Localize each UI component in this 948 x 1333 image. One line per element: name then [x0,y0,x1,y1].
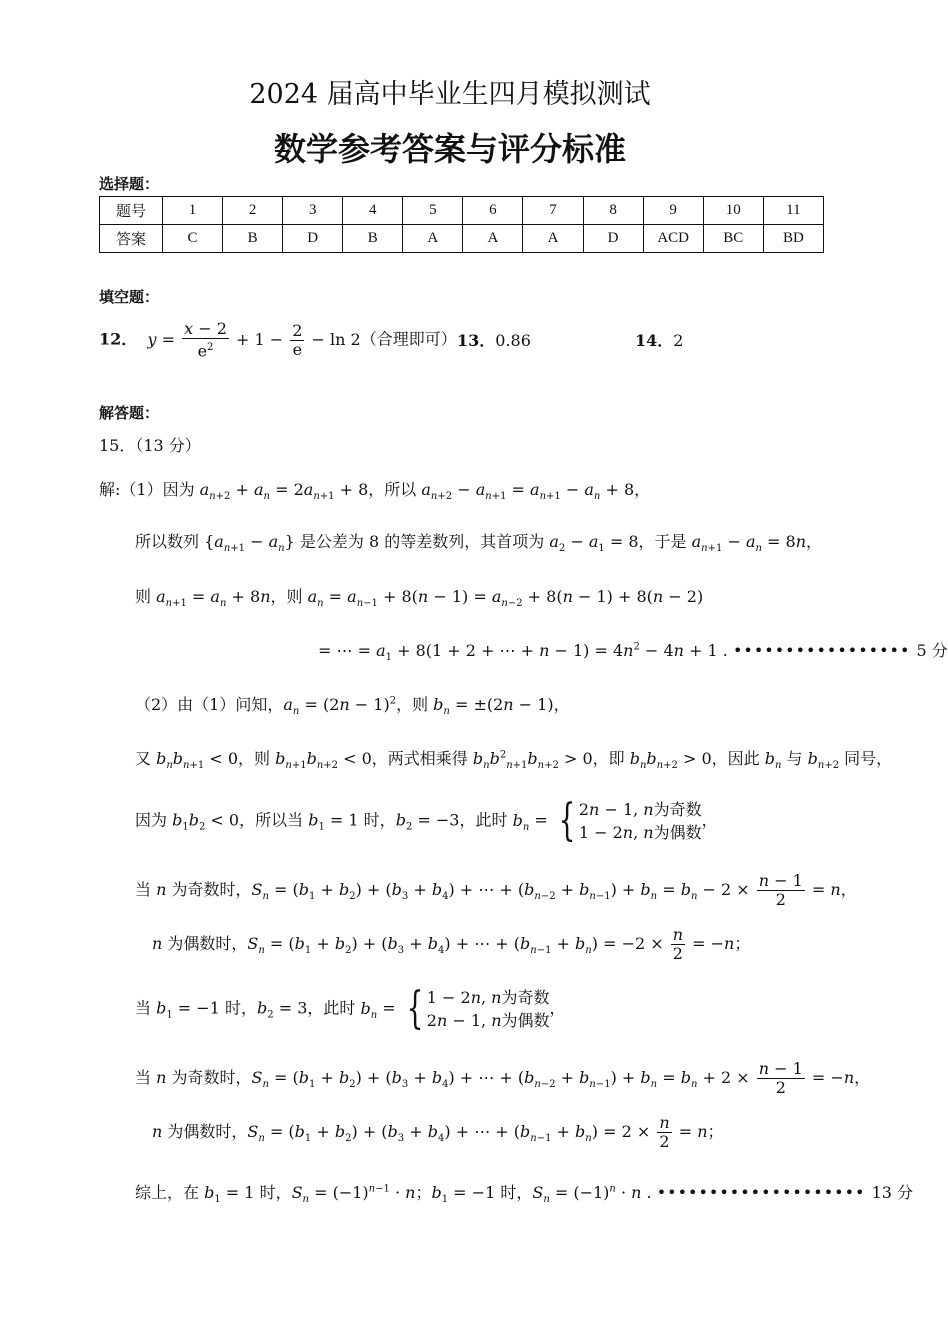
question-number-cell: 5 [403,197,463,225]
solution-line-12: n 为偶数时，$S_n = (b_1 + b_2) + (b_3 + b_4)$ + ⋯ + $(b_{n-1} + b_n) = 2$ × $\frac{n}{2}$ = n； [152,1113,724,1151]
question-number-cell: 1 [163,197,223,225]
question-number-cell: 6 [463,197,523,225]
q12-number: 12． [99,329,138,349]
question-number-cell: 7 [523,197,583,225]
solution-line-5: （2）由（1）问知，$a_n = (2n - 1)^2$，则 $b_n = \pm(2n - 1)$， [135,695,570,718]
answer-cell: A [523,225,583,253]
score-13: 13 分 [871,1183,914,1202]
q13-answer [457,328,531,351]
answer-key-title: 数学参考答案与评分标准 [273,130,626,168]
question-number-cell: 8 [583,197,643,225]
question-number-cell: 3 [283,197,343,225]
solution-line-8: 当 n 为奇数时，$S_n = (b_1 + b_2) + (b_3 + b_4)$ + ⋯ + $(b_{n-2} + b_{n-1}) + b_n = b_n - 2$ × $\frac{n - 1}{2}$ = n， [135,871,857,909]
question-number-row [100,197,824,225]
q13-value: 0.86 [495,331,531,350]
solution-line-10: 当 $b_1 = -1$ 时，$b_2 = 3$，此时 $b_n$ = { 1 − 2n, n为奇数 2n − 1, n为偶数， [135,983,566,1034]
solution-line-6: 又 $b_nb_{n+1} < 0$，则 $b_{n+1}b_{n+2} < 0$，两式相乘得 $b_nb^2_{n+1}b_{n+2} > 0$，即 $b_nb_{n+2} > 0$，因此 $b_n$ 与 $b_{n+2}$ 同号， [135,749,893,772]
answer-cell: BC [703,225,763,253]
q14-number: 14． [635,331,674,350]
answer-cell: D [283,225,343,253]
answer-cell: A [463,225,523,253]
solution-line-13: 综上，在 $b_1 = 1$ 时，$S_n = (-1)^{n-1} \cdot n$；$b_1 = -1$ 时，$S_n = (-1)^n \cdot n$ . •••••••••••••••••••• 13 分 [135,1183,914,1206]
answer-cell: B [343,225,403,253]
question-number-cell: 4 [343,197,403,225]
q14-answer [635,328,683,351]
q13-number: 13． [457,331,496,350]
exam-title: 2024 届高中毕业生四月模拟测试 [249,79,651,110]
row-label: 题号 [100,197,163,225]
answer-cell: D [583,225,643,253]
answer-cell: C [163,225,223,253]
question-number-cell: 11 [763,197,823,225]
q12-answer [99,320,457,360]
solution-line-1: 解:（1）因为 $a_{n+2} + a_n = 2a_{n+1} + 8$，所以 $a_{n+2} - a_{n+1} = a_{n+1} - a_n + 8$， [99,480,651,503]
q12-note: （合理即可） [360,329,457,349]
answer-cell: ACD [643,225,703,253]
solution-line-7: 因为 $b_1b_2 < 0$，所以当 $b_1 = 1$ 时，$b_2 = -3$，此时 $b_n$ = { 2n − 1, n为奇数 1 − 2n, n为偶数， [135,795,718,846]
solution-line-9: n 为偶数时，$S_n = (b_1 + b_2) + (b_3 + b_4)$ + ⋯ + $(b_{n-1} + b_n) = -2$ × $\frac{n}{2}$ = −n； [152,925,751,963]
q12-formula: y = $\frac{x - 2}{e^2}$ + 1 − $\frac{2}{e}$ − ln 2 [147,319,361,361]
question-number-cell: 10 [703,197,763,225]
answer-row [100,225,824,253]
question-number-cell: 2 [223,197,283,225]
answer-cell: BD [763,225,823,253]
solve-heading: 解答题： [99,404,160,422]
q15-header: 15．（13 分） [99,436,201,455]
solution-line-3: 则 $a_{n+1} = a_n + 8n$，则 $a_n = a_{n-1} + 8(n - 1) = a_{n-2} + 8(n - 1) + 8(n - 2)$ [135,587,704,610]
answer-cell: B [223,225,283,253]
answer-cell: A [403,225,463,253]
row-label: 答案 [100,225,163,253]
question-number-cell: 9 [643,197,703,225]
fill-heading: 填空题： [99,288,160,306]
solution-line-11: 当 n 为奇数时，$S_n = (b_1 + b_2) + (b_3 + b_4)$ + ⋯ + $(b_{n-2} + b_{n-1}) + b_n = b_n + 2$ × $\frac{n - 1}{2}$ = −n， [135,1059,871,1097]
choice-answer-table [99,196,824,253]
choice-heading: 选择题： [99,175,160,193]
score-5: 5 分 [916,641,948,660]
solution-line-4: = ⋯ = $a_1 + 8(1 + 2$ + ⋯ + $n - 1) = 4n^2 - 4n + 1$ . ••••••••••••••••• 5 分 [318,641,948,664]
solution-line-2: 所以数列 $\{a_{n+1} - a_n\}$ 是公差为 8 的等差数列，其首项为 $a_2 - a_1 = 8$，于是 $a_{n+1} - a_n = 8n$， [135,532,823,555]
q14-value: 2 [673,331,684,350]
